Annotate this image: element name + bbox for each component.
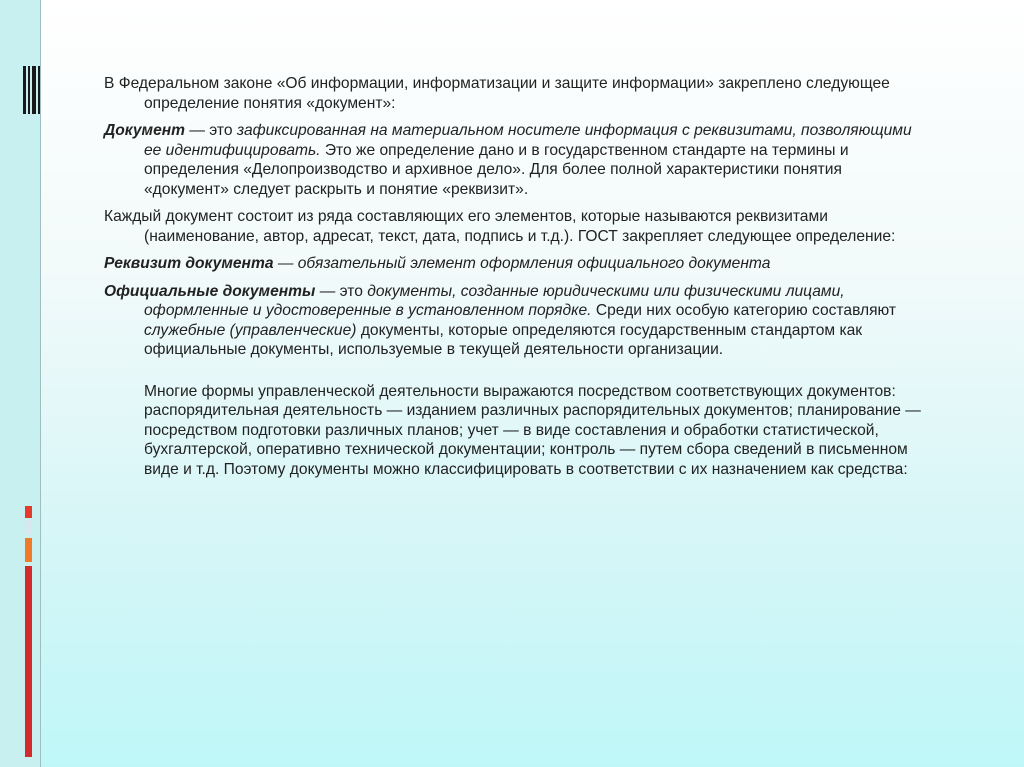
paragraph-p4 [104,254,924,274]
barcode-decoration [23,66,40,114]
paragraph-p3 [104,207,924,246]
text-run: Среди них особую категорию составляют [591,302,897,319]
text-run: — обязательный элемент оформления официального документа [273,255,771,272]
slide-body-text [104,74,924,487]
text-run: зафиксированная на материальном носителе информация с реквизитами, позволяющими ее идентифицировать. [144,122,912,159]
paragraph-p2 [104,121,924,199]
red-accent-stripe-short [25,506,32,518]
term-heading: Реквизит документа [104,255,274,272]
red-accent-stripe-long [25,566,32,757]
paragraph-p6 [104,382,924,480]
text-run: документы, созданные юридическими или физическими лицами, оформленные и удостоверенные в установленном порядке. [144,282,845,319]
text-run: документы, которые определяются государственным стандартом как официальные документы, используемые в текущей деятельности организации. [144,321,863,358]
text-run: Каждый документ состоит из ряда составляющих его элементов, которые называются реквизитами (наименование, автор, адресат, текст, дата, подпись и т.д.). ГОСТ закрепляет следующее определение: [104,208,896,245]
pale-accent-stripe [25,520,32,534]
text-run: — это [315,282,368,300]
left-decorative-rail [0,0,41,767]
term-heading: Документ [104,122,186,139]
text-run: Многие формы управленческой деятельности выражаются посредством соответствующих документов: распорядительная деятельность — изданием различных распорядительных документов; планирование — посредством подготовки различных планов; учет — в виде составления и обработки статистической, бухгалтерской, оперативно технической документации; контроль — путем сбора сведений в письменном виде и т.д. Поэтому документы можно классифицировать в соответствии с их назначением как средства: [144,382,921,478]
paragraph-p5 [104,282,924,360]
term-heading: Официальные документы [104,282,316,300]
text-run: — это [185,122,237,139]
text-run: служебные (управленческие) [144,321,357,339]
paragraph-p1 [104,74,924,113]
text-run: В Федеральном законе «Об информации, информатизации и защите информации» закреплено следующее определение понятия «документ»: [104,75,890,112]
text-run: Это же определение дано и в государственном стандарте на термины и определения «Делопроизводство и архивное дело». Для более полной характеристики понятия «документ» следует раскрыть и понятие «реквизит». [144,141,849,198]
orange-accent-stripe [25,538,32,562]
